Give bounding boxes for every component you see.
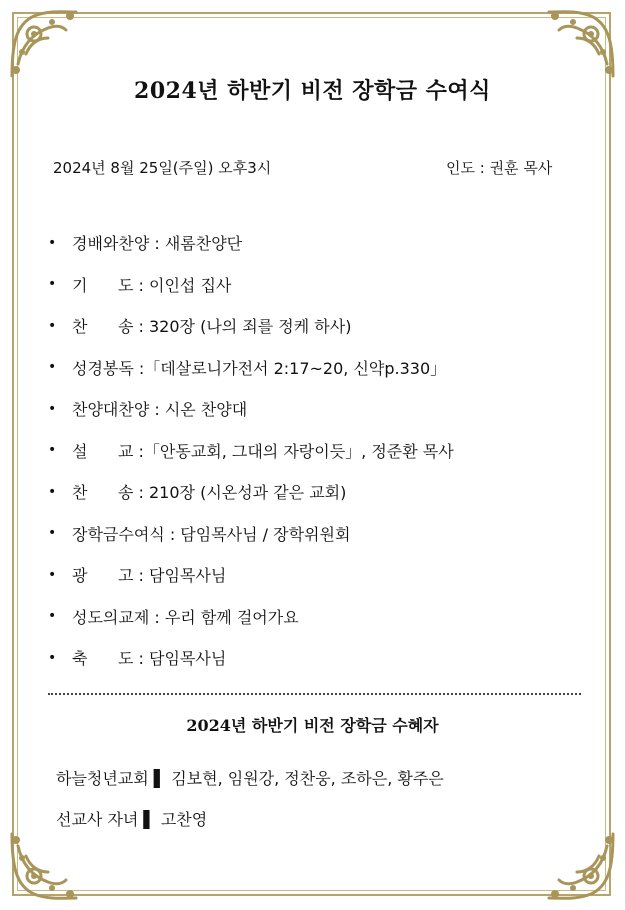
list-item [48,554,454,596]
list-item [48,264,454,306]
list-item [48,430,454,472]
bullet: • [48,442,57,459]
list-item [48,513,454,555]
list-item [48,222,454,264]
program-item-text: 찬양대찬양 : 시온 찬양대 [72,400,248,420]
list-item [48,305,454,347]
bullet: • [48,483,57,500]
recipients-title: 2024년 하반기 비전 장학금 수혜자 [186,716,439,735]
list-item [48,347,454,389]
program-item-text: 성도의교제 : 우리 함께 걸어가요 [72,607,299,627]
program-item-text: 장학금수여식 : 담임목사님 / 장학위원회 [72,524,351,544]
bullet: • [48,234,57,251]
list-item [48,471,454,513]
program-item-text: 경배와찬양 : 새롬찬양단 [72,234,243,254]
program-item-text: 설 교 :「안동교회, 그대의 자랑이듯」, 정준환 목사 [72,441,454,461]
program-item-text: 광 고 : 담임목사님 [72,566,227,586]
event-date: 2024년 8월 25일(주일) 오후3시 [53,159,272,177]
page-title: 2024년 하반기 비전 장학금 수여식 [134,78,491,104]
program-item-text: 기 도 : 이인섭 집사 [72,275,232,295]
ornamental-corner-icon [541,4,621,84]
bullet: • [48,359,57,376]
bullet: • [48,276,57,293]
program-item-text: 찬 송 : 320장 (나의 죄를 정케 하사) [72,317,352,337]
program-item-text: 성경봉독 :「데살로니가전서 2:17~20, 신약p.330」 [72,358,447,378]
ornamental-corner-icon [4,826,84,906]
program-item-text: 축 도 : 담임목사님 [72,649,227,669]
bullet: • [48,649,57,666]
recipient-row: 선교사 자녀 ▌ 고찬영 [56,810,208,829]
list-item [48,637,454,679]
dotted-divider [48,693,581,695]
bullet: • [48,400,57,417]
bullet: • [48,525,57,542]
list-item [48,596,454,638]
bullet: • [48,317,57,334]
recipient-row: 하늘청년교회 ▌ 김보현, 임원강, 정찬웅, 조하은, 황주은 [56,769,444,788]
bullet: • [48,608,57,625]
bullet: • [48,566,57,583]
ornamental-corner-icon [4,4,84,84]
program-list [48,222,454,679]
program-item-text: 찬 송 : 210장 (시온성과 같은 교회) [72,483,347,503]
list-item [48,388,454,430]
ornamental-corner-icon [541,826,621,906]
event-leader: 인도 : 권훈 목사 [446,159,553,177]
